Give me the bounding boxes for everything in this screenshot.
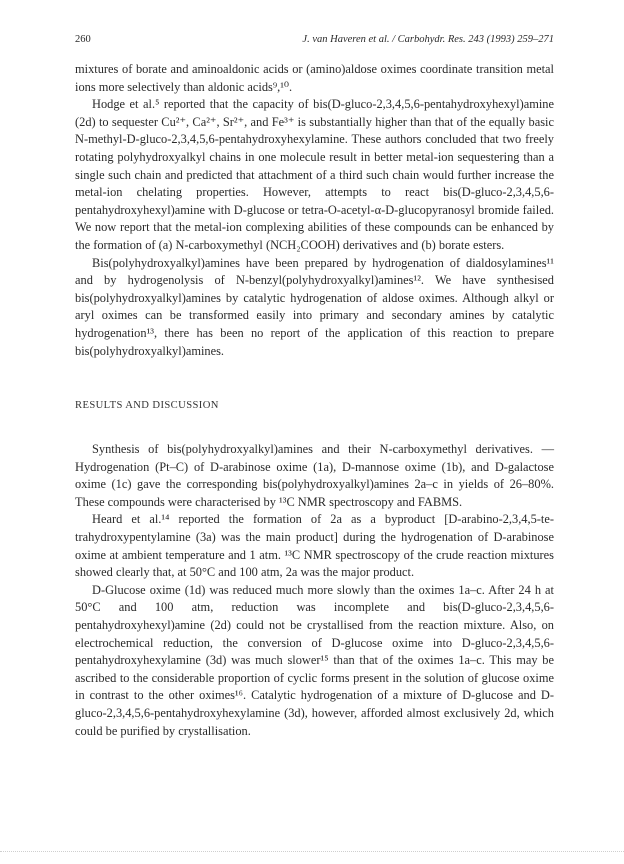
body-paragraph: mixtures of borate and aminoaldonic acids or (amino)aldose oximes coordinate transition metal ions more selectively than aldonic acids⁹,¹⁰. xyxy=(75,62,554,94)
results-paragraph: Synthesis of bis(polyhydroxyalkyl)amines and their N-carboxymethyl derivatives. —Hydrogenation (Pt–C) of D-arabinose oxime (1a), D-mannose oxime (1b), and D-galactose oxime (1c) gave the corresponding bis(polyhydroxyalkyl)amines 2a–c in yields of 26–80%. These compounds were characterised by ¹³C NMR spectroscopy and FABMS. xyxy=(75,442,554,509)
body-paragraph: Bis(polyhydroxyalkyl)amines have been prepared by hydrogenation of dialdosylamines¹¹ and by hydrogenolysis of N-benzyl(polyhydroxyalkyl)amines¹². We have synthesised bis(polyhydroxyalkyl)amines by catalytic hydrogenation of aldose oximes. Although alkyl or aryl oximes can be transformed easily into primary and secondary amines by catalytic hydrogenation¹³, there has been no report of the application of this reaction to prepare bis(polyhydroxyalkyl)amines. xyxy=(75,255,554,358)
page-bottom-edge xyxy=(0,851,624,852)
body-paragraph: Hodge et al.⁵ reported that the capacity of bis(D-gluco-2,3,4,5,6-pentahydroxyhexyl)amine (2d) to sequester Cu²⁺, Ca²⁺, Sr²⁺, and Fe³⁺ is substantially higher than that of the equally basic N-methyl-D-gluco-2,3,4,5,6-pentahydroxyhexylamine. These authors concluded that two freely rotating polyhydroxyalkyl chains in one molecule result in better metal-ion sequestering than a single such chain and predicted that attachment of a third such chain would further increase the metal-ion chelating properties. However, attempts to react bis(D-gluco-2,3,4,5,6-pentahydroxyhexyl)amine with D-glucose or tetra-O-acetyl-α-D-glucopyranosyl bromide failed. We now report that the metal-ion complexing abilities of these compounds can be enhanced by the formation of (a) N-carboxymethyl (NCH₂COOH) derivatives and (b) borate esters. xyxy=(75,97,554,252)
results-paragraph: D-Glucose oxime (1d) was reduced much more slowly than the oximes 1a–c. After 24 h at 50°C and 100 atm, reduction was incomplete and bis(D-gluco-2,3,4,5,6-pentahydroxyhexyl)amine (2d) could not be crystallised from the reaction mixture. Also, on electrochemical reduction, the conversion of D-glucose oxime into D-gluco-2,3,4,5,6-pentahydroxyhexylamine (3d) was much slower¹⁵ than that of the oximes 1a–c. This may be ascribed to the considerable proportion of cyclic forms present in the solution of glucose oxime in contrast to the other oximes¹⁶. Catalytic hydrogenation of a mixture of D-glucose and D-gluco-2,3,4,5,6-pentahydroxyhexylamine (3d), however, afforded almost exclusively 2d, which could be purified by crystallisation. xyxy=(75,582,554,738)
page-header xyxy=(75,34,554,50)
section-heading: RESULTS AND DISCUSSION xyxy=(75,400,219,412)
results-paragraph: Heard et al.¹⁴ reported the formation of 2a as a byproduct [D-arabino-2,3,4,5-tetrahydroxypentylamine (3a) was the main product] during the hydrogenation of D-arabinose oxime at ambient temperature and 1 atm. ¹³C NMR spectroscopy of the crude reaction mixtures showed clearly that, at 50°C and 100 atm, 2a was the major product. xyxy=(75,512,554,580)
page-number: 260 xyxy=(75,34,91,45)
article-body xyxy=(75,61,554,740)
running-head: J. van Haveren et al. / Carbohydr. Res. 243 (1993) 259–271 xyxy=(302,34,554,45)
